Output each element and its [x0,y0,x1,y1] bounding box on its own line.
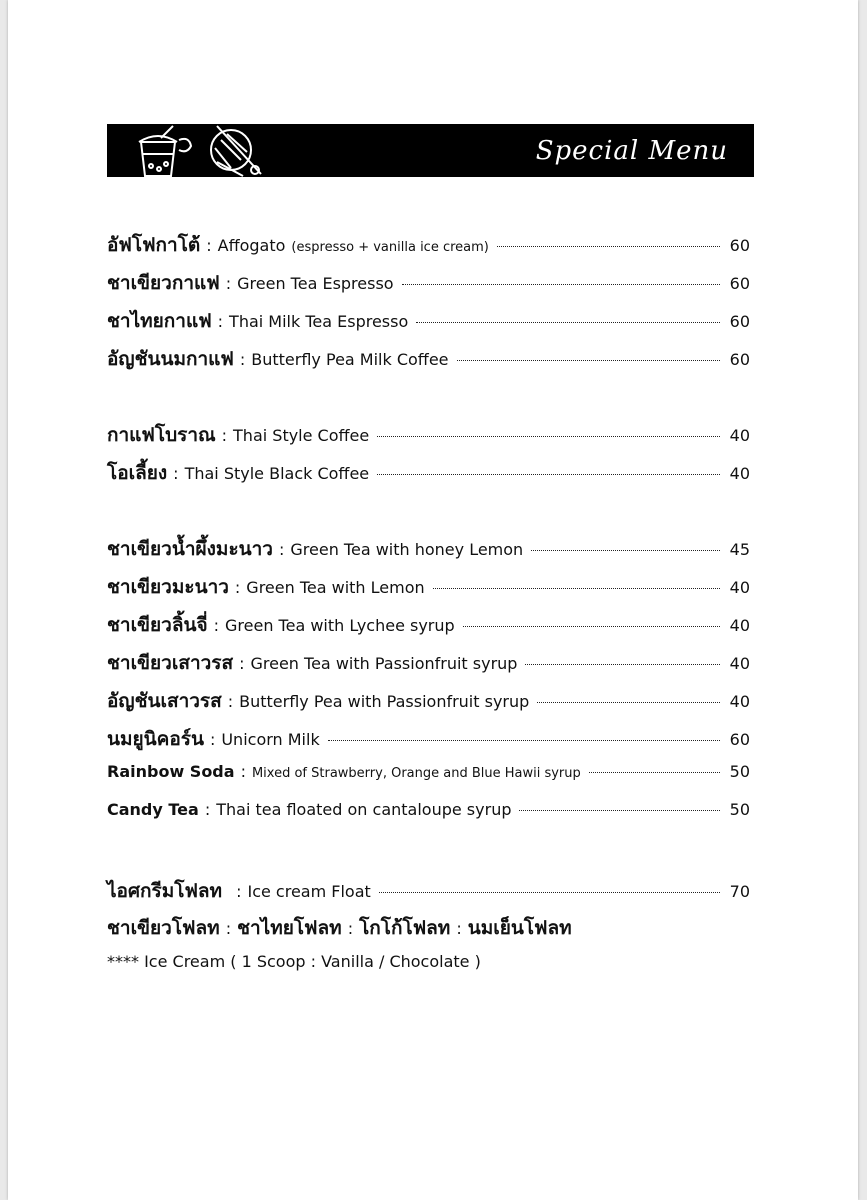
item-english-name: Green Tea with honey Lemon [290,540,524,559]
ice-cream-footnote: **** Ice Cream ( 1 Scoop : Vanilla / Chocolate ) [107,952,481,971]
item-price: 50 [729,762,750,781]
menu-item-green-tea-lemon [107,572,750,602]
dot-leader [433,588,720,589]
dot-leader [519,810,720,811]
item-price: 60 [729,312,750,331]
item-english-name: Thai tea floated on cantaloupe syrup [216,800,512,819]
item-english-name: Green Tea with Lychee syrup [225,616,455,635]
dot-leader [537,702,720,703]
menu-title: Special Menu [535,136,728,166]
item-price: 60 [729,350,750,369]
item-price: 40 [729,578,750,597]
separator: : [225,919,232,938]
separator: : [227,692,234,711]
dot-leader [416,322,720,323]
item-thai-name: ชาไทยกาแฟ [107,310,212,332]
menu-item-ice-cream-float [107,876,750,906]
item-price: 60 [729,730,750,749]
menu-page [8,0,858,1200]
item-thai-name: ไอศกรีมโฟลท [107,880,223,902]
menu-item-affogato [107,230,750,260]
separator: : [206,236,212,255]
dot-leader [379,892,720,893]
item-english-name: Ice cream Float [247,882,371,901]
bubble-tea-cup-icon [139,126,191,176]
ice-cream-footnote-line [107,952,750,982]
dot-leader [328,740,720,741]
item-price: 50 [729,800,750,819]
item-thai-name: อัญชันเสาวรส [107,690,222,712]
menu-item-thai-style-black-coffee [107,458,750,488]
dot-leader [377,436,720,437]
item-thai-name: กาแฟโบราณ [107,424,216,446]
separator: : [347,919,354,938]
item-english-name: Thai Style Black Coffee [184,464,370,483]
separator: : [456,919,462,938]
dot-leader [402,284,720,285]
dot-leader [463,626,720,627]
item-price: 60 [729,236,750,255]
menu-item-unicorn-milk [107,724,750,754]
item-thai-name: ชาเขียวเสาวรส [107,652,234,674]
separator: : [225,274,232,293]
menu-item-rainbow-soda [107,762,750,792]
item-english-name: Green Tea Espresso [237,274,394,293]
item-price: 40 [729,426,750,445]
item-english-name: Mixed of Strawberry, Orange and Blue Hawii syrup [251,766,581,781]
separator: : [173,464,179,483]
item-note: (espresso + vanilla ice cream) [291,240,489,255]
float-flavor: ชาเขียวโฟลท [107,917,220,939]
item-thai-name: อัญชันนมกาแฟ [107,348,234,370]
item-thai-name: โอเลี้ยง [107,462,168,484]
dot-leader [497,246,720,247]
item-price: 70 [729,882,750,901]
separator: : [239,654,245,673]
separator: : [209,730,216,749]
dot-leader [457,360,720,361]
separator: : [240,762,246,781]
menu-item-green-tea-lychee [107,610,750,640]
dot-leader [377,474,720,475]
item-english-name: Green Tea with Lemon [246,578,425,597]
item-name: Rainbow Soda [107,762,235,781]
item-price: 60 [729,274,750,293]
item-thai-name: อัฟโฟกาโต้ [107,234,201,256]
item-thai-name: ชาเขียวลิ้นจี่ [107,614,208,636]
separator: : [234,578,241,597]
separator: : [217,312,224,331]
menu-item-green-tea-honey-lemon [107,534,750,564]
item-english-name: Affogato [217,236,286,255]
float-flavors-line [107,913,750,943]
separator: : [236,882,242,901]
separator: : [221,426,228,445]
item-english-name: Thai Milk Tea Espresso [229,312,409,331]
item-thai-name: ชาเขียวกาแฟ [107,272,220,294]
smoothie-cup-icon [211,126,261,176]
separator: : [204,800,211,819]
item-english-name: Green Tea with Passionfruit syrup [250,654,518,673]
item-price: 40 [729,464,750,483]
item-price: 40 [729,616,750,635]
menu-item-candy-tea [107,800,750,830]
dot-leader [525,664,720,665]
item-price: 40 [729,654,750,673]
dot-leader [589,772,720,773]
menu-header-banner [107,124,754,177]
menu-item-green-tea-passionfruit [107,648,750,678]
item-english-name: Unicorn Milk [221,730,320,749]
item-thai-name: ชาเขียวมะนาว [107,576,229,598]
float-flavor: ชาไทยโฟลท [237,917,342,939]
menu-item-butterfly-pea-passionfruit [107,686,750,716]
item-english-name: Butterfly Pea with Passionfruit syrup [239,692,530,711]
item-english-name: Butterfly Pea Milk Coffee [251,350,449,369]
dot-leader [531,550,720,551]
drink-illustration [131,124,271,177]
item-name: Candy Tea [107,800,199,819]
menu-item-butterfly-pea-milk-coffee [107,344,750,374]
float-flavor: โกโก้โฟลท [359,917,451,939]
item-thai-name: ชาเขียวน้ำผึ้งมะนาว [107,538,273,560]
menu-item-thai-style-coffee [107,420,750,450]
menu-item-green-tea-espresso [107,268,750,298]
separator: : [213,616,220,635]
item-price: 40 [729,692,750,711]
item-english-name: Thai Style Coffee [233,426,370,445]
separator: : [278,540,285,559]
item-price: 45 [729,540,750,559]
item-thai-name: นมยูนิคอร์น [107,728,204,750]
float-flavor: นมเย็นโฟลท [467,917,572,939]
separator: : [239,350,246,369]
menu-item-thai-milk-tea-espresso [107,306,750,336]
